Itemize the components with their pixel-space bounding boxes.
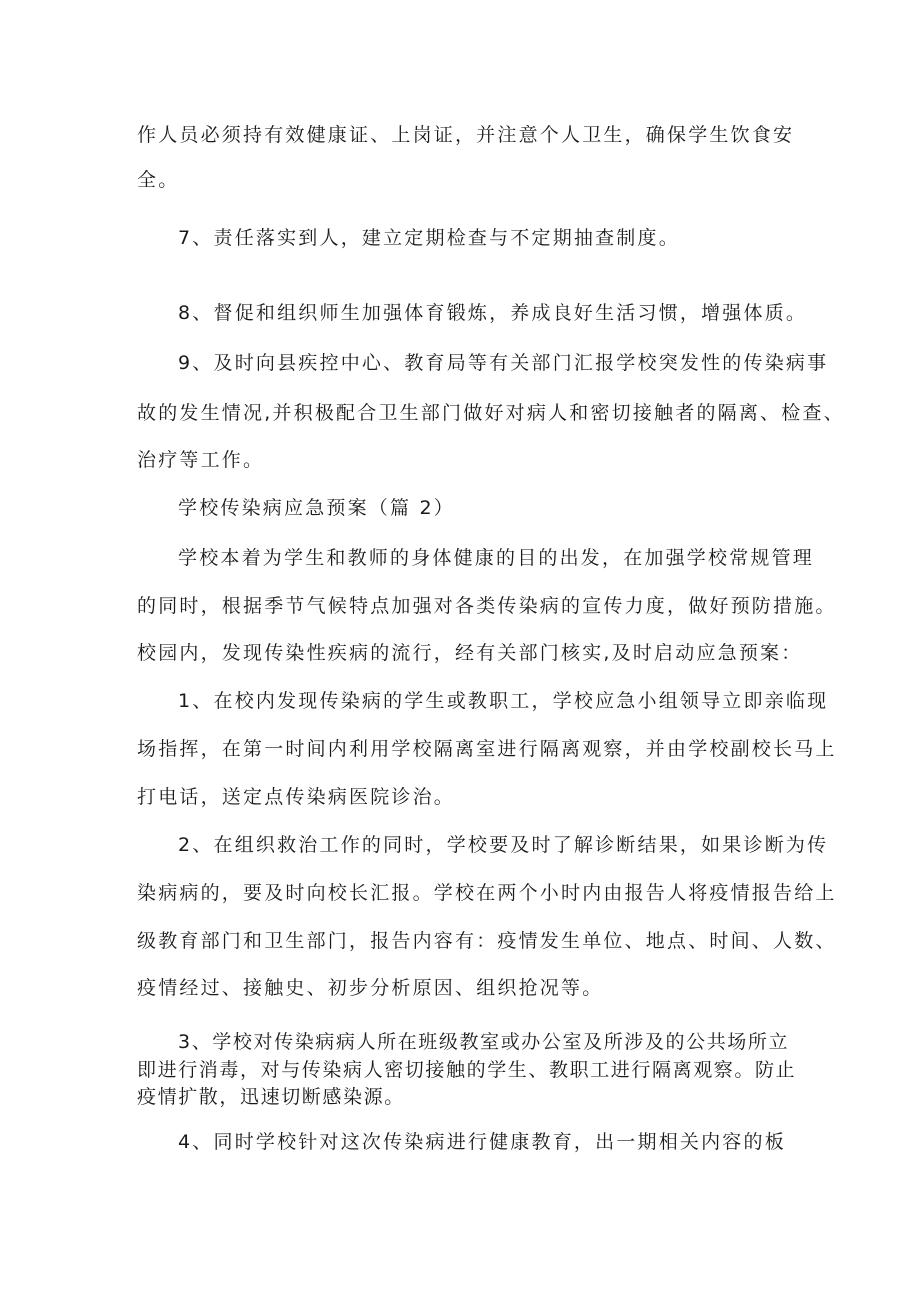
text-line-4: 8、督促和组织师生加强体育锻炼，养成良好生活习惯，增强体质。 xyxy=(178,302,808,324)
text-line-19: 3、学校对传染病病人所在班级教室或办公室及所涉及的公共场所立 xyxy=(178,1031,790,1053)
text-line-22: 4、同时学校针对这次传染病进行健康教育，出一期相关内容的板 xyxy=(178,1131,786,1153)
text-line-21: 疫情扩散，迅速切断感染源。 xyxy=(137,1086,405,1108)
text-line-13: 场指挥，在第一时间内利用学校隔离室进行隔离观察，并由学校副校长马上 xyxy=(137,738,837,760)
text-line-3: 7、责任落实到人，建立定期检查与不定期抽查制度。 xyxy=(178,227,680,249)
text-line-2: 全。 xyxy=(137,169,180,191)
section-heading: 学校传染病应急预案（篇 2） xyxy=(178,497,455,519)
text-line-12: 1、在校内发现传染病的学生或教职工，学校应急小组领导立即亲临现 xyxy=(178,690,829,712)
text-line-20: 即进行消毒，对与传染病人密切接触的学生、教职工进行隔离观察。防止 xyxy=(137,1059,797,1081)
text-line-17: 级教育部门和卫生部门，报告内容有：疫情发生单位、地点、时间、人数、 xyxy=(137,930,837,952)
text-line-6: 故的发生情况,并积极配合卫生部门做好对病人和密切接触者的隔离、检查、 xyxy=(137,402,845,424)
text-line-5: 9、及时向县疾控中心、教育局等有关部门汇报学校突发性的传染病事 xyxy=(178,352,829,374)
text-line-14: 打电话，送定点传染病医院诊治。 xyxy=(137,786,456,808)
text-line-7: 治疗等工作。 xyxy=(137,449,265,471)
text-line-11: 校园内，发现传染性疾病的流行，经有关部门核实,及时启动应急预案： xyxy=(137,642,803,664)
text-line-16: 染病病的，要及时向校长汇报。学校在两个小时内由报告人将疫情报告给上 xyxy=(137,882,837,904)
text-line-10: 的同时，根据季节气候特点加强对各类传染病的宣传力度，做好预防措施。 xyxy=(137,595,837,617)
text-line-18: 疫情经过、接触史、初步分析原因、组织抢况等。 xyxy=(137,977,604,999)
text-line-9: 学校本着为学生和教师的身体健康的目的出发，在加强学校常规管理 xyxy=(178,547,815,569)
text-line-15: 2、在组织救治工作的同时，学校要及时了解诊断结果，如果诊断为传 xyxy=(178,834,829,856)
text-line-1: 作人员必须持有效健康证、上岗证，并注意个人卫生，确保学生饮食安 xyxy=(137,124,795,146)
